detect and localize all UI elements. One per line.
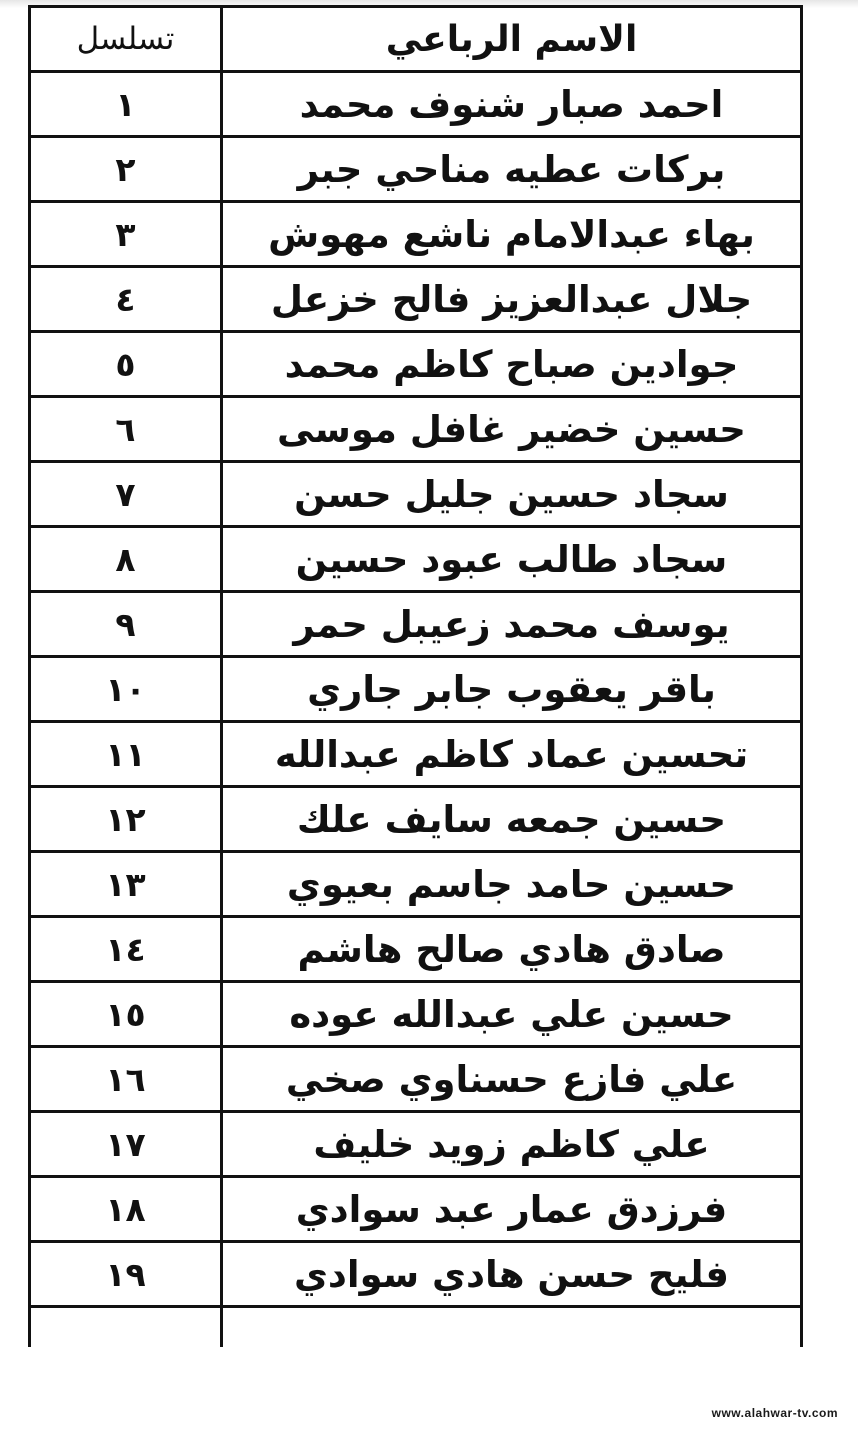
name-cell: علي كاظم زويد خليف: [222, 1112, 802, 1177]
serial-cell: ١: [30, 72, 222, 137]
serial-cell: ٧: [30, 462, 222, 527]
table-row: [30, 1242, 802, 1307]
name-cell: حسين حامد جاسم بعيوي: [222, 852, 802, 917]
name-cell: احمد صبار شنوف محمد: [222, 72, 802, 137]
table-row: [30, 202, 802, 267]
table-row: [30, 397, 802, 462]
table-row: [30, 1177, 802, 1242]
table-row: [30, 982, 802, 1047]
name-cell: حسين جمعه سايف علك: [222, 787, 802, 852]
names-table: [28, 5, 803, 1347]
table-row-cutoff: [30, 1307, 802, 1347]
serial-cell: ١٤: [30, 917, 222, 982]
table-row: [30, 722, 802, 787]
name-cell: جوادين صباح كاظم محمد: [222, 332, 802, 397]
name-cell: علي فازع حسناوي صخي: [222, 1047, 802, 1112]
serial-cell: ١٨: [30, 1177, 222, 1242]
table-row: [30, 462, 802, 527]
name-cell: يوسف محمد زعيبل حمر: [222, 592, 802, 657]
serial-cell: ١٩: [30, 1242, 222, 1307]
serial-column-header: تسلسل: [30, 7, 222, 72]
table-row: [30, 332, 802, 397]
table-row: [30, 657, 802, 722]
name-cell: سجاد حسين جليل حسن: [222, 462, 802, 527]
serial-cell: ٩: [30, 592, 222, 657]
name-column-header: الاسم الرباعي: [222, 7, 802, 72]
serial-cell: ٦: [30, 397, 222, 462]
serial-cell: ٤: [30, 267, 222, 332]
table-body: [30, 72, 802, 1347]
name-cell: بركات عطيه مناحي جبر: [222, 137, 802, 202]
serial-cell: ١٣: [30, 852, 222, 917]
serial-cell: ١١: [30, 722, 222, 787]
site-watermark: www.alahwar-tv.com: [706, 1404, 844, 1422]
serial-cell: ١٠: [30, 657, 222, 722]
table-row: [30, 267, 802, 332]
table-row: [30, 787, 802, 852]
name-cell: باقر يعقوب جابر جاري: [222, 657, 802, 722]
name-cell: تحسين عماد كاظم عبدالله: [222, 722, 802, 787]
serial-cell: ٣: [30, 202, 222, 267]
table-header-row: [30, 7, 802, 72]
table-row: [30, 1112, 802, 1177]
serial-cell: ١٥: [30, 982, 222, 1047]
name-cell: بهاء عبدالامام ناشع مهوش: [222, 202, 802, 267]
table-row: [30, 917, 802, 982]
table-row: [30, 1047, 802, 1112]
serial-cell: ٨: [30, 527, 222, 592]
name-cell: [222, 1307, 802, 1347]
serial-cell: [30, 1307, 222, 1347]
serial-cell: ١٢: [30, 787, 222, 852]
serial-cell: ١٧: [30, 1112, 222, 1177]
name-cell: حسين خضير غافل موسى: [222, 397, 802, 462]
name-cell: حسين علي عبدالله عوده: [222, 982, 802, 1047]
serial-cell: ٥: [30, 332, 222, 397]
name-cell: صادق هادي صالح هاشم: [222, 917, 802, 982]
table-row: [30, 592, 802, 657]
serial-cell: ١٦: [30, 1047, 222, 1112]
serial-cell: ٢: [30, 137, 222, 202]
name-cell: جلال عبدالعزيز فالح خزعل: [222, 267, 802, 332]
table-row: [30, 137, 802, 202]
name-cell: سجاد طالب عبود حسين: [222, 527, 802, 592]
table-row: [30, 852, 802, 917]
name-cell: فرزدق عمار عبد سوادي: [222, 1177, 802, 1242]
name-cell: فليح حسن هادي سوادي: [222, 1242, 802, 1307]
table-row: [30, 527, 802, 592]
table-row: [30, 72, 802, 137]
